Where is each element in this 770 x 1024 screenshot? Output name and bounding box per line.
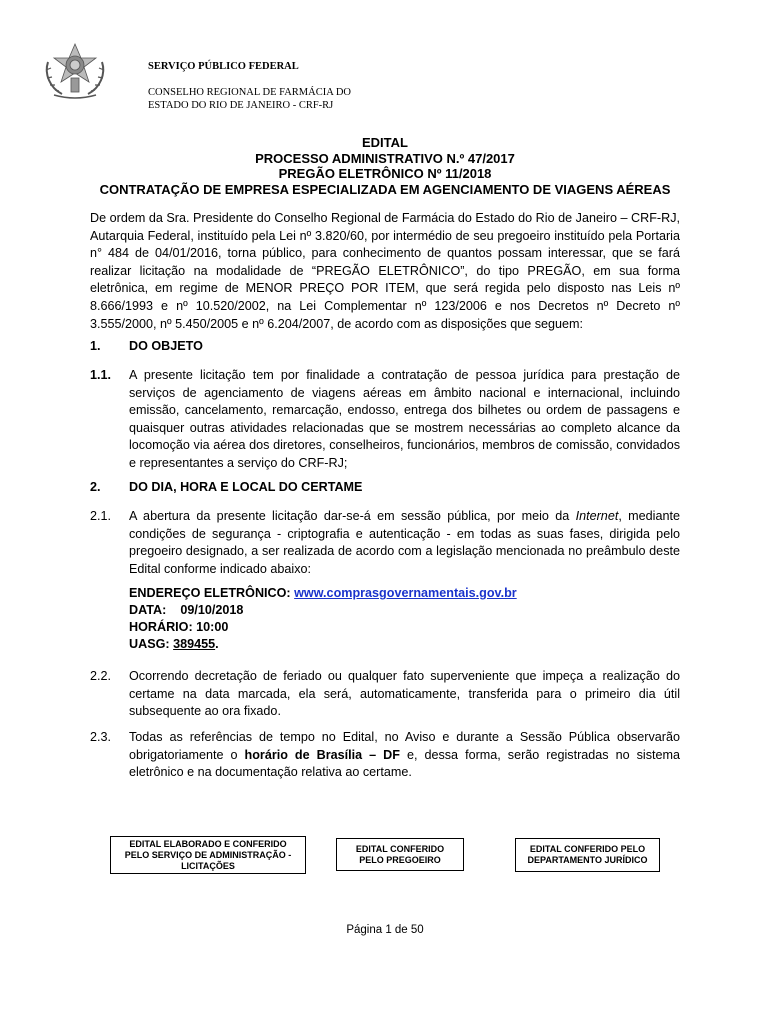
date-value: 09/10/2018 bbox=[180, 603, 244, 617]
time-value: 10:00 bbox=[196, 620, 229, 634]
item-2-3-text-a: Todas as referências de tempo no Edital, no Aviso e durante a Sessão Pública observarão obrigatoriamente o bbox=[129, 730, 680, 762]
stamp1-line2: PELO SERVIÇO DE ADMINISTRAÇÃO - bbox=[124, 849, 292, 860]
date-label: DATA: bbox=[129, 603, 167, 617]
date-row bbox=[129, 602, 243, 620]
stamp1-line1: EDITAL ELABORADO E CONFERIDO bbox=[129, 838, 287, 849]
section1-title: DO OBJETO bbox=[129, 339, 203, 353]
section2-number: 2. bbox=[90, 480, 101, 494]
stamp3-line2: DEPARTAMENTO JURÍDICO bbox=[527, 855, 648, 865]
stamp-box-administration bbox=[110, 836, 306, 874]
stamp3-line1: EDITAL CONFERIDO PELO bbox=[529, 844, 646, 854]
coat-of-arms-seal bbox=[40, 40, 110, 102]
item-2-3-number: 2.3. bbox=[90, 730, 112, 744]
address-link[interactable]: www.comprasgovernamentais.gov.br bbox=[294, 586, 517, 600]
item-2-1-text bbox=[129, 508, 680, 578]
header-council-line2: ESTADO DO RIO DE JANEIRO - CRF-RJ bbox=[148, 100, 334, 111]
item-1-1-number: 1.1. bbox=[90, 368, 112, 382]
title-line3: PREGÃO ELETRÔNICO Nº 11/2018 bbox=[278, 166, 492, 181]
document-title bbox=[60, 135, 710, 197]
uasg-value: 389455 bbox=[173, 637, 216, 651]
item-2-1-text-b: , mediante condições de segurança - criptografia e autenticação - em todas as suas fases, dirigida pelo pregoeiro designado, a ser realizada de acordo com a legislação mencionada no preâmbulo deste Edital conforme indicado abaixo: bbox=[129, 509, 680, 576]
stamp2-line2: PELO PREGOEIRO bbox=[359, 854, 441, 865]
section1-number: 1. bbox=[90, 339, 101, 353]
address-label: ENDEREÇO ELETRÔNICO: bbox=[129, 586, 291, 600]
item-2-3-text-b: e, dessa forma, serão registradas no sistema eletrônico e na documentação relativa ao certame. bbox=[129, 747, 680, 780]
stamp1-line3: LICITAÇÕES bbox=[181, 860, 235, 871]
header-council bbox=[148, 86, 351, 112]
item-2-1-number: 2.1. bbox=[90, 509, 112, 523]
uasg-suffix: . bbox=[215, 637, 219, 651]
item-2-2-text: Ocorrendo decretação de feriado ou qualquer fato superveniente que impeça a realização do certame na data marcada, ela será, automaticamente, transferida para o primeiro dia útil subsequente ao ora fixado. bbox=[129, 669, 680, 719]
time-row bbox=[129, 619, 228, 637]
header-service: SERVIÇO PÚBLICO FEDERAL bbox=[148, 61, 299, 72]
page-number: Página 1 de 50 bbox=[346, 924, 424, 936]
stamp-box-pregoeiro bbox=[336, 838, 464, 871]
stamp2-line1: EDITAL CONFERIDO bbox=[355, 843, 445, 854]
header-council-line1: CONSELHO REGIONAL DE FARMÁCIA DO bbox=[148, 87, 352, 98]
stamp-box-juridico bbox=[515, 838, 660, 872]
item-1-1-text: A presente licitação tem por finalidade a contratação de pessoa jurídica para prestação de serviços de agenciamento de viagens aéreas em âmbito nacional e internacional, incluindo emissão, cancelamento, remarcação, endosso, entrega dos bilhetes ou ordem de passagens e quaisquer outras atividades relacionadas que se mostrem necessárias ao completo alcance da locomoção via aérea dos diretores, conselheiros, funcionários, membros de comissão, convidados e representantes a serviço do CRF-RJ; bbox=[129, 368, 680, 470]
time-label: HORÁRIO: bbox=[129, 620, 193, 634]
item-2-2-number: 2.2. bbox=[90, 669, 112, 683]
item-2-3-text-bold: horário de Brasília – DF bbox=[244, 747, 400, 762]
uasg-label: UASG: bbox=[129, 637, 170, 651]
uasg-row bbox=[129, 636, 219, 654]
title-line2: PROCESSO ADMINISTRATIVO N.º 47/2017 bbox=[255, 150, 515, 166]
intro-paragraph: De ordem da Sra. Presidente do Conselho Regional de Farmácia do Estado do Rio de Janeiro – CRF-RJ, Autarquia Federal, instituído pela Lei nº 3.820/60, por intermédio de seu pregoeiro instituído pela Portaria n° 484 de 04/01/2016, torna público, para conhecimento de quantos possam interessar, que se fará realizar licitação na modalidade de “PREGÃO ELETRÔNICO”, do tipo PREGÃO, em sua forma eletrônica, em regime de MENOR PREÇO POR ITEM, que será regida pelo disposto nas Leis nº 8.666/1993 e nº 10.520/2002, na Lei Complementar nº 123/2006 e nos Decretos nº Decreto nº 3.555/2000, nº 5.450/2005 e nº 6.204/2007, de acordo com as disposições que seguem: bbox=[90, 211, 680, 331]
item-2-1-text-a: A abertura da presente licitação dar-se-á em sessão pública, por meio da bbox=[129, 509, 576, 523]
section2-title: DO DIA, HORA E LOCAL DO CERTAME bbox=[129, 480, 363, 494]
address-row bbox=[129, 585, 517, 603]
item-2-3-text bbox=[129, 729, 680, 782]
item-2-1-text-italic: Internet bbox=[575, 509, 619, 523]
title-line1: EDITAL bbox=[362, 135, 408, 150]
title-line4: CONTRATAÇÃO DE EMPRESA ESPECIALIZADA EM AGENCIAMENTO DE VIAGENS AÉREAS bbox=[99, 181, 671, 197]
